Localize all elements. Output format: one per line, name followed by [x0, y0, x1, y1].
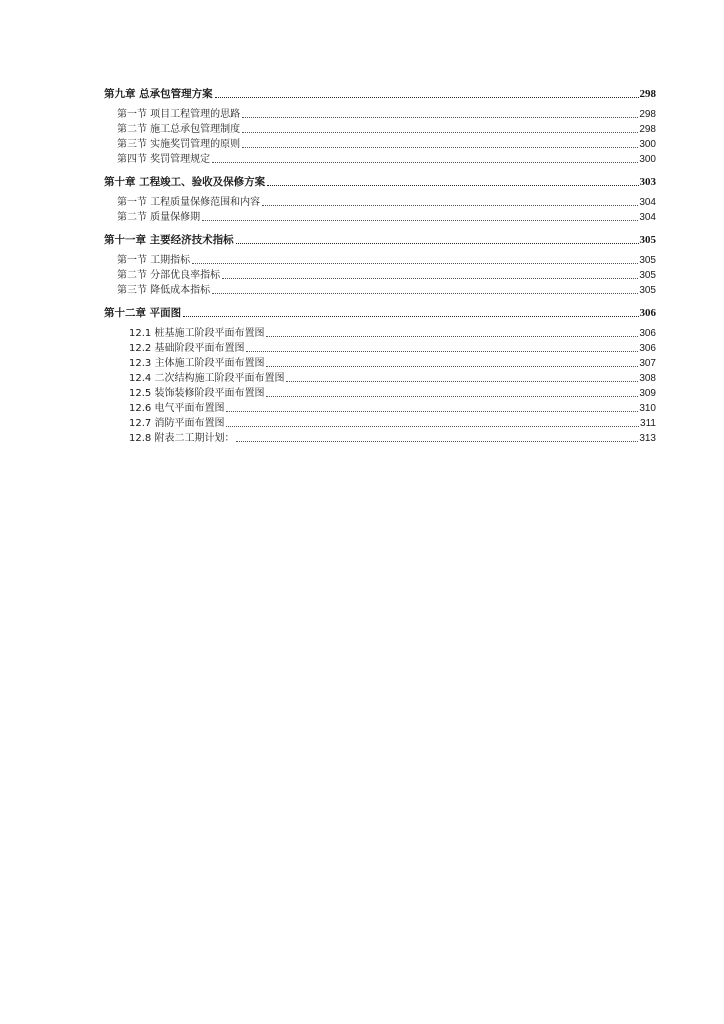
toc-page-number: 310	[639, 403, 656, 414]
toc-entry-title: 12.7 消防平面布置图	[129, 418, 225, 429]
dot-leader	[262, 204, 638, 206]
dot-leader	[286, 380, 638, 382]
toc-entry-title: 第三节 降低成本指标	[117, 285, 211, 296]
toc-entry-title: 12.4 二次结构施工阶段平面布置图	[129, 373, 285, 384]
dot-leader	[215, 96, 639, 98]
toc-entry-title: 第二节 质量保修期	[117, 212, 201, 223]
dot-leader	[236, 440, 638, 442]
dot-leader	[226, 410, 638, 412]
toc-entry-title: 第九章 总承包管理方案	[104, 88, 213, 100]
toc-section[interactable]	[104, 137, 656, 152]
toc-entry-title: 第一节 工期指标	[117, 255, 191, 266]
toc-entry-title: 12.5 装饰装修阶段平面布置图	[129, 388, 265, 399]
toc-page-number: 298	[639, 109, 656, 120]
toc-page-number: 309	[639, 388, 656, 399]
table-of-contents	[104, 86, 656, 446]
toc-page-number: 305	[639, 234, 656, 246]
toc-entry-title: 第十一章 主要经济技术指标	[104, 234, 234, 246]
toc-entry-title: 第十章 工程竣工、验收及保修方案	[104, 176, 266, 188]
toc-entry-title: 12.6 电气平面布置图	[129, 403, 225, 414]
toc-page-number: 304	[639, 197, 656, 208]
toc-section[interactable]	[104, 268, 656, 283]
dot-leader	[222, 277, 638, 279]
dot-leader	[226, 425, 639, 427]
dot-leader	[183, 315, 638, 317]
toc-page-number: 313	[639, 433, 656, 444]
dot-leader	[202, 219, 638, 221]
toc-section[interactable]	[104, 210, 656, 225]
toc-entry-title: 第三节 实施奖罚管理的原则	[117, 139, 241, 150]
toc-chapter-9[interactable]	[104, 86, 656, 102]
toc-subsection[interactable]	[104, 371, 656, 386]
toc-entry-title: 第一节 工程质量保修范围和内容	[117, 197, 261, 208]
toc-page-number: 305	[639, 270, 656, 281]
toc-entry-title: 第二节 施工总承包管理制度	[117, 124, 241, 135]
toc-page-number: 300	[639, 139, 656, 150]
dot-leader	[266, 365, 638, 367]
toc-section[interactable]	[104, 283, 656, 298]
toc-entry-title: 第二节 分部优良率指标	[117, 270, 221, 281]
toc-page-number: 304	[639, 212, 656, 223]
dot-leader	[236, 242, 639, 244]
toc-entry-title: 12.1 桩基施工阶段平面布置图	[129, 328, 265, 339]
toc-chapter-12[interactable]	[104, 305, 656, 321]
toc-page-number: 306	[639, 307, 656, 319]
toc-page-number: 307	[639, 358, 656, 369]
toc-subsection[interactable]	[104, 431, 656, 446]
toc-chapter-11[interactable]	[104, 232, 656, 248]
dot-leader	[266, 335, 638, 337]
dot-leader	[246, 350, 638, 352]
toc-subsection[interactable]	[104, 326, 656, 341]
toc-section[interactable]	[104, 253, 656, 268]
toc-section[interactable]	[104, 107, 656, 122]
toc-page-number: 308	[639, 373, 656, 384]
dot-leader	[212, 292, 638, 294]
toc-subsection[interactable]	[104, 386, 656, 401]
toc-entry-title: 第十二章 平面图	[104, 307, 182, 319]
toc-subsection[interactable]	[104, 341, 656, 356]
dot-leader	[267, 184, 638, 186]
dot-leader	[192, 262, 638, 264]
toc-page-number: 305	[639, 285, 656, 296]
toc-entry-title: 12.3 主体施工阶段平面布置图	[129, 358, 265, 369]
dot-leader	[212, 161, 638, 163]
toc-page-number: 298	[639, 88, 656, 100]
toc-page-number: 306	[639, 343, 656, 354]
toc-page-number: 306	[639, 328, 656, 339]
toc-subsection[interactable]	[104, 356, 656, 371]
toc-page-number: 305	[639, 255, 656, 266]
dot-leader	[242, 131, 638, 133]
toc-entry-title: 12.2 基础阶段平面布置图	[129, 343, 245, 354]
toc-chapter-10[interactable]	[104, 174, 656, 190]
dot-leader	[242, 116, 638, 118]
dot-leader	[266, 395, 638, 397]
toc-entry-title: 第四节 奖罚管理规定	[117, 154, 211, 165]
toc-page-number: 311	[640, 418, 656, 429]
toc-page-number: 300	[639, 154, 656, 165]
toc-entry-title: 第一节 项目工程管理的思路	[117, 109, 241, 120]
dot-leader	[242, 146, 638, 148]
toc-section[interactable]	[104, 122, 656, 137]
toc-subsection[interactable]	[104, 416, 656, 431]
toc-page-number: 298	[639, 124, 656, 135]
toc-section[interactable]	[104, 195, 656, 210]
toc-page-number: 303	[639, 176, 656, 188]
toc-subsection[interactable]	[104, 401, 656, 416]
toc-section[interactable]	[104, 152, 656, 167]
toc-entry-title: 12.8 附表二工期计划：	[129, 433, 235, 444]
